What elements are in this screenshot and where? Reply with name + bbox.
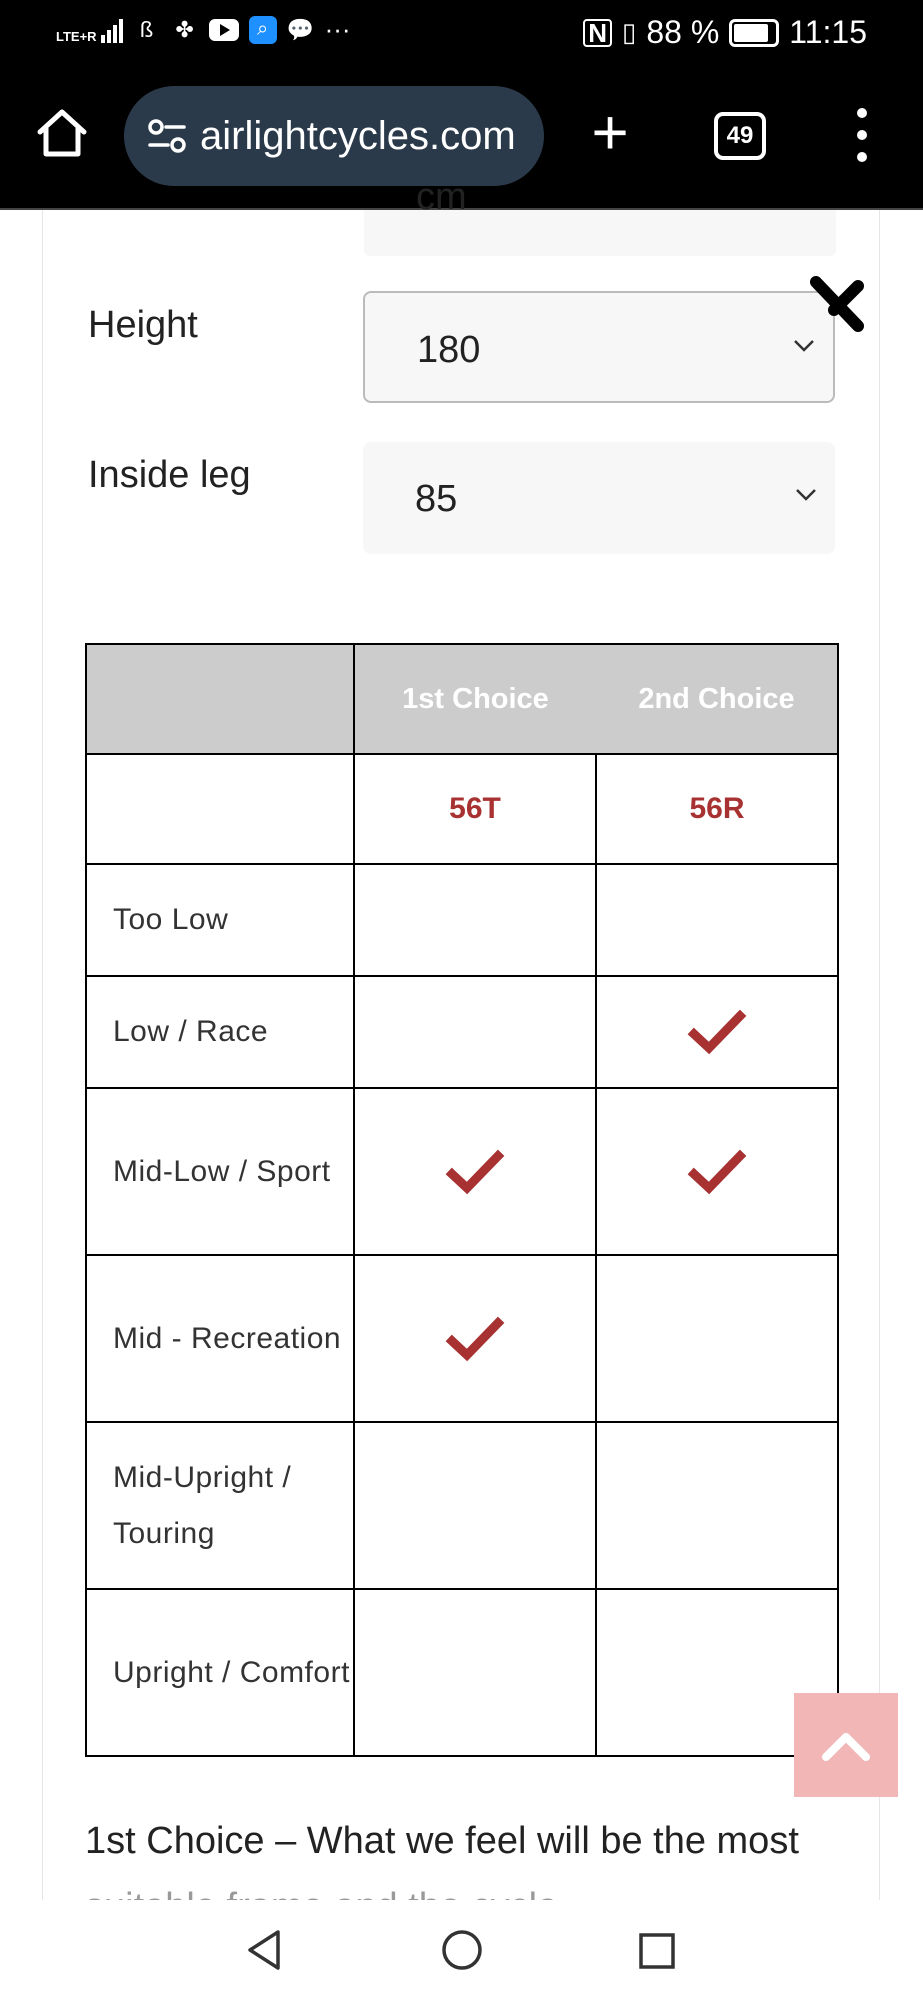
size-fit-table: [85, 643, 839, 1757]
size-first-choice: 56T: [354, 754, 596, 864]
chevron-down-icon: [793, 339, 815, 353]
table-row: [86, 1589, 838, 1756]
check-icon: [447, 1150, 503, 1194]
vibrate-icon: ▯: [622, 17, 637, 47]
inside-leg-value: 85: [415, 478, 458, 520]
height-value: 180: [417, 329, 481, 371]
network-label: LTE+R: [56, 28, 97, 44]
table-row: [86, 864, 838, 976]
cell-second: [596, 976, 838, 1088]
chevron-up-icon: [818, 1723, 874, 1767]
table-row: [86, 1422, 838, 1589]
lte-indicator: [56, 17, 123, 43]
system-nav-bar: [0, 1900, 923, 2000]
tab-count: 49: [726, 122, 754, 149]
inside-leg-label: Inside leg: [88, 454, 251, 496]
clock: 11:15: [789, 14, 867, 50]
cell-first: [354, 1589, 596, 1756]
cell-first: [354, 1088, 596, 1255]
height-label: Height: [88, 304, 198, 346]
cell-second: [596, 1255, 838, 1422]
footnote-text: 1st Choice – What we feel will be the most: [85, 1820, 799, 1862]
cell-first: [354, 1422, 596, 1589]
previous-select-value: cm: [416, 176, 467, 218]
home-nav-icon[interactable]: [440, 1928, 484, 1972]
table-row: [86, 976, 838, 1088]
check-icon: [689, 1150, 745, 1194]
back-icon[interactable]: [244, 1928, 284, 1972]
cell-second: [596, 1088, 838, 1255]
plus-icon[interactable]: +: [591, 96, 629, 168]
chevron-down-icon: [795, 488, 817, 502]
size-empty: [86, 754, 354, 864]
cell-first: [354, 1255, 596, 1422]
check-icon: [689, 1010, 745, 1054]
address-bar[interactable]: [124, 86, 544, 186]
table-row: [86, 1088, 838, 1255]
previous-select[interactable]: [364, 176, 836, 256]
content-border-right: [879, 210, 880, 1900]
url-text[interactable]: airlightcycles.com: [200, 113, 516, 158]
header-second-choice: 2nd Choice: [596, 644, 838, 754]
cell-second: [596, 1422, 838, 1589]
battery-percent: 88 %: [646, 14, 720, 50]
row-label: Low / Race: [86, 976, 354, 1088]
tabs-icon[interactable]: [714, 112, 766, 160]
close-icon[interactable]: [804, 276, 868, 336]
more-vert-icon[interactable]: [852, 108, 872, 162]
content-border-left: [42, 210, 43, 1900]
battery-icon: [729, 19, 779, 47]
row-label: Mid-Upright / Touring: [86, 1422, 354, 1589]
row-label: Mid - Recreation: [86, 1255, 354, 1422]
home-icon[interactable]: [34, 104, 90, 160]
row-label: Upright / Comfort: [86, 1589, 354, 1756]
inside-leg-select[interactable]: [363, 442, 835, 554]
header-first-choice: 1st Choice: [354, 644, 596, 754]
table-header-row: [86, 644, 838, 754]
site-settings-icon[interactable]: [146, 114, 190, 158]
table-row: [86, 1255, 838, 1422]
status-right: [583, 14, 867, 51]
page-content: [0, 176, 923, 1900]
fan-icon: ✤: [175, 16, 194, 42]
cell-first: [354, 864, 596, 976]
cell-second: [596, 864, 838, 976]
recents-icon[interactable]: [638, 1932, 676, 1970]
header-empty: [86, 644, 354, 754]
more-notifications: ···: [324, 14, 351, 44]
height-select[interactable]: [363, 291, 835, 403]
nfc-icon: N: [583, 19, 612, 47]
status-bar: [0, 0, 923, 64]
status-left: [56, 14, 351, 45]
check-icon: [447, 1317, 503, 1361]
row-label: Mid-Low / Sport: [86, 1088, 354, 1255]
signal-icon: [101, 17, 123, 43]
cell-first: [354, 976, 596, 1088]
chat-icon: 💬: [286, 16, 315, 42]
search-app-icon: ⌕: [249, 16, 277, 44]
scroll-to-top-button[interactable]: [794, 1693, 898, 1797]
youtube-icon: [209, 19, 239, 41]
size-row: [86, 754, 838, 864]
app-icon: ß: [139, 16, 154, 42]
size-second-choice: 56R: [596, 754, 838, 864]
row-label: Too Low: [86, 864, 354, 976]
